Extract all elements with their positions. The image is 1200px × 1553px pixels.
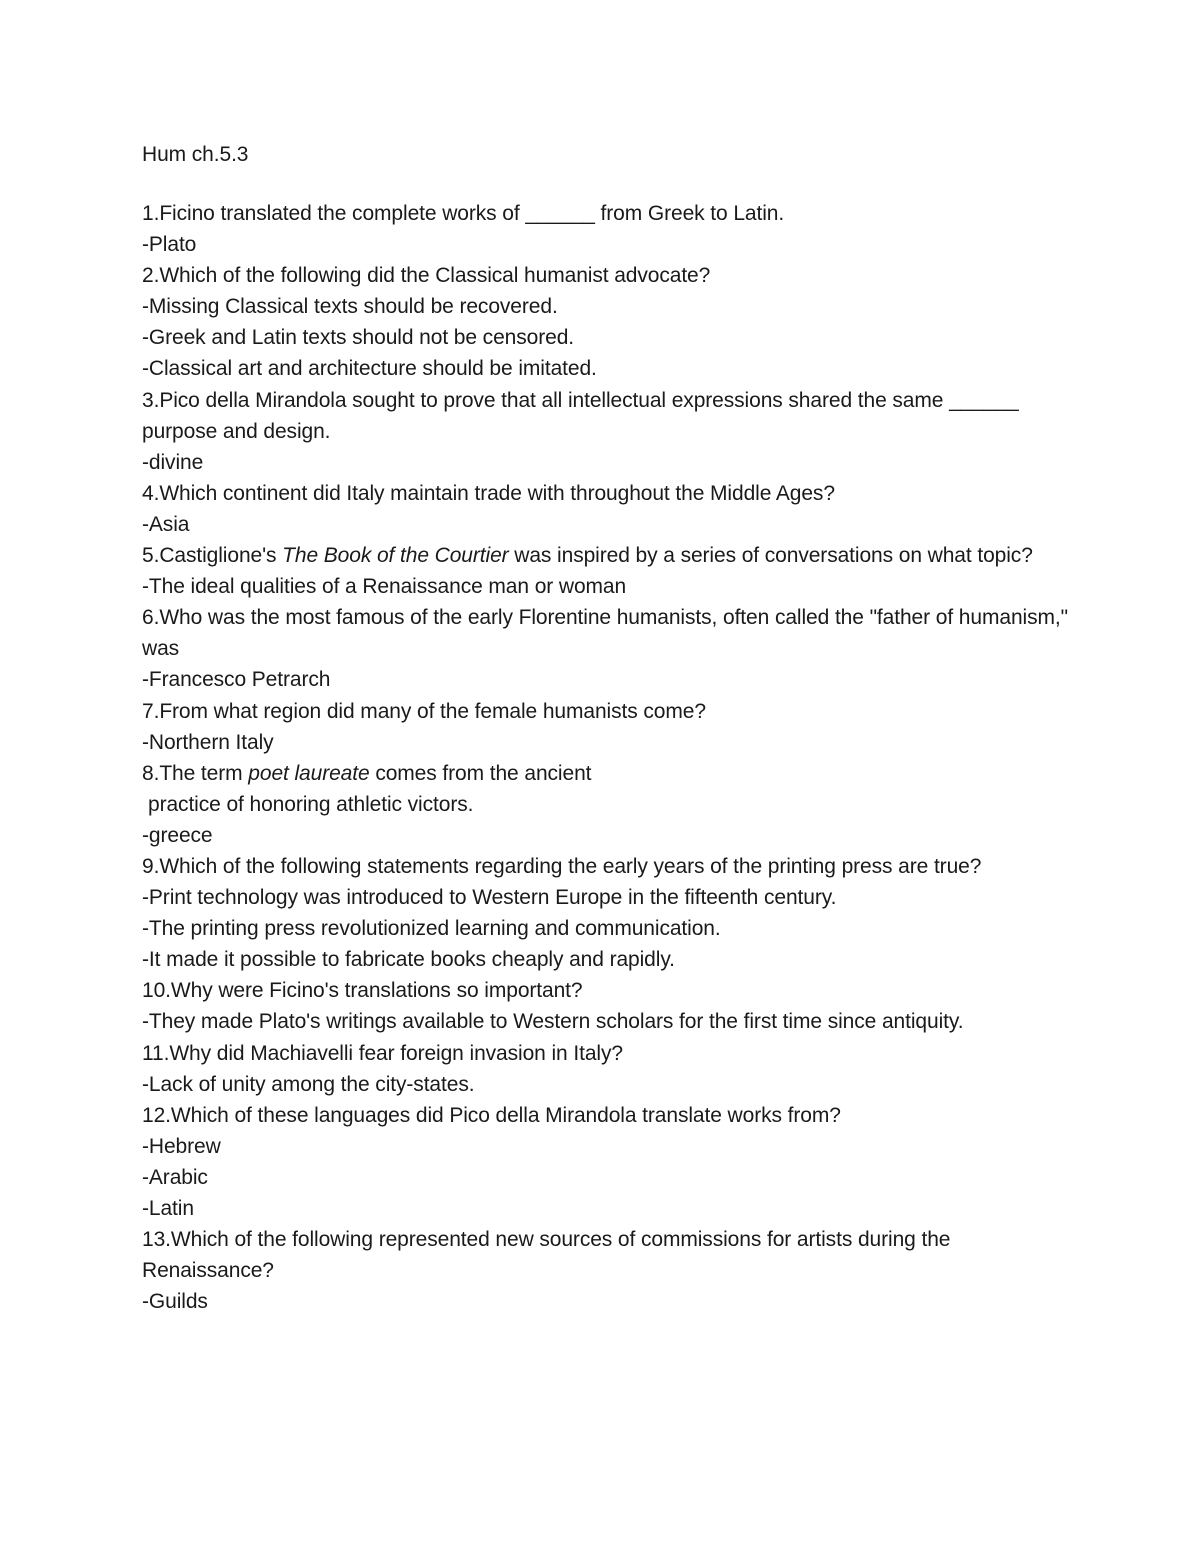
question-6: 6.Who was the most famous of the early Florentine humanists, often called the "father of humanism," was	[142, 606, 1074, 661]
document-page	[142, 139, 1082, 1317]
question-block-5	[142, 540, 1082, 602]
question-block-8	[142, 758, 1082, 851]
document-title: Hum ch.5.3	[142, 143, 249, 166]
book-title-italic: The Book of the Courtier	[282, 544, 509, 568]
question-5-suffix: was inspired by a series of conversations on what topic?	[508, 544, 1033, 568]
answer-9-2: -The printing press revolutionized learning and communication.	[142, 917, 721, 941]
answer-12-1: -Hebrew	[142, 1134, 221, 1158]
answer-6-1: -Francesco Petrarch	[142, 668, 331, 692]
question-8	[142, 758, 1082, 789]
term-italic: poet laureate	[248, 761, 370, 785]
question-8-suffix: comes from the ancient	[369, 761, 592, 785]
question-5-prefix: 5.Castiglione's	[142, 544, 283, 568]
question-5	[142, 540, 1082, 571]
question-block-1	[142, 198, 1082, 260]
question-block-3	[142, 385, 1082, 478]
question-block-13	[142, 1224, 1082, 1317]
question-8-line-2: practice of honoring athletic victors.	[148, 792, 474, 816]
answer-4-1: -Asia	[142, 512, 190, 536]
answer-2-2: -Greek and Latin texts should not be censored.	[142, 326, 575, 350]
answer-5-1: -The ideal qualities of a Renaissance man or woman	[142, 575, 627, 599]
question-block-2	[142, 260, 1082, 384]
question-block-6	[142, 602, 1082, 695]
question-12: 12.Which of these languages did Pico della Mirandola translate works from?	[142, 1103, 841, 1127]
question-block-9	[142, 851, 1082, 975]
question-10: 10.Why were Ficino's translations so important?	[142, 979, 583, 1003]
answer-3-1: -divine	[142, 450, 204, 474]
question-8-prefix: 8.The term	[142, 761, 249, 785]
question-block-4	[142, 478, 1082, 540]
answer-7-1: -Northern Italy	[142, 730, 274, 754]
answer-9-3: -It made it possible to fabricate books cheaply and rapidly.	[142, 948, 675, 972]
answer-12-3: -Latin	[142, 1197, 194, 1220]
question-block-11	[142, 1038, 1082, 1100]
question-block-7	[142, 696, 1082, 758]
question-7: 7.From what region did many of the female humanists come?	[142, 699, 706, 723]
question-11: 11.Why did Machiavelli fear foreign invasion in Italy?	[142, 1041, 623, 1065]
answer-13-1: -Guilds	[142, 1290, 208, 1314]
question-3: 3.Pico della Mirandola sought to prove that all intellectual expressions shared the same ______ purpose and design.	[142, 388, 1025, 443]
answer-8-1: -greece	[142, 823, 213, 847]
question-2: 2.Which of the following did the Classical humanist advocate?	[142, 264, 711, 288]
answer-1-1: -Plato	[142, 233, 197, 257]
question-block-12	[142, 1100, 1082, 1224]
answer-11-1: -Lack of unity among the city-states.	[142, 1072, 475, 1096]
answer-9-1: -Print technology was introduced to Western Europe in the fifteenth century.	[142, 886, 837, 910]
question-block-10	[142, 975, 1082, 1037]
answer-10-1: -They made Plato's writings available to Western scholars for the first time since antiquity.	[142, 1010, 964, 1034]
question-13: 13.Which of the following represented new sources of commissions for artists during the Renaissance?	[142, 1228, 957, 1283]
answer-2-3: -Classical art and architecture should be imitated.	[142, 357, 597, 381]
question-1: 1.Ficino translated the complete works of ______ from Greek to Latin.	[142, 202, 785, 225]
question-4: 4.Which continent did Italy maintain trade with throughout the Middle Ages?	[142, 481, 835, 505]
question-9: 9.Which of the following statements regarding the early years of the printing press are true?	[142, 854, 982, 878]
answer-2-1: -Missing Classical texts should be recovered.	[142, 295, 558, 319]
answer-12-2: -Arabic	[142, 1165, 208, 1189]
